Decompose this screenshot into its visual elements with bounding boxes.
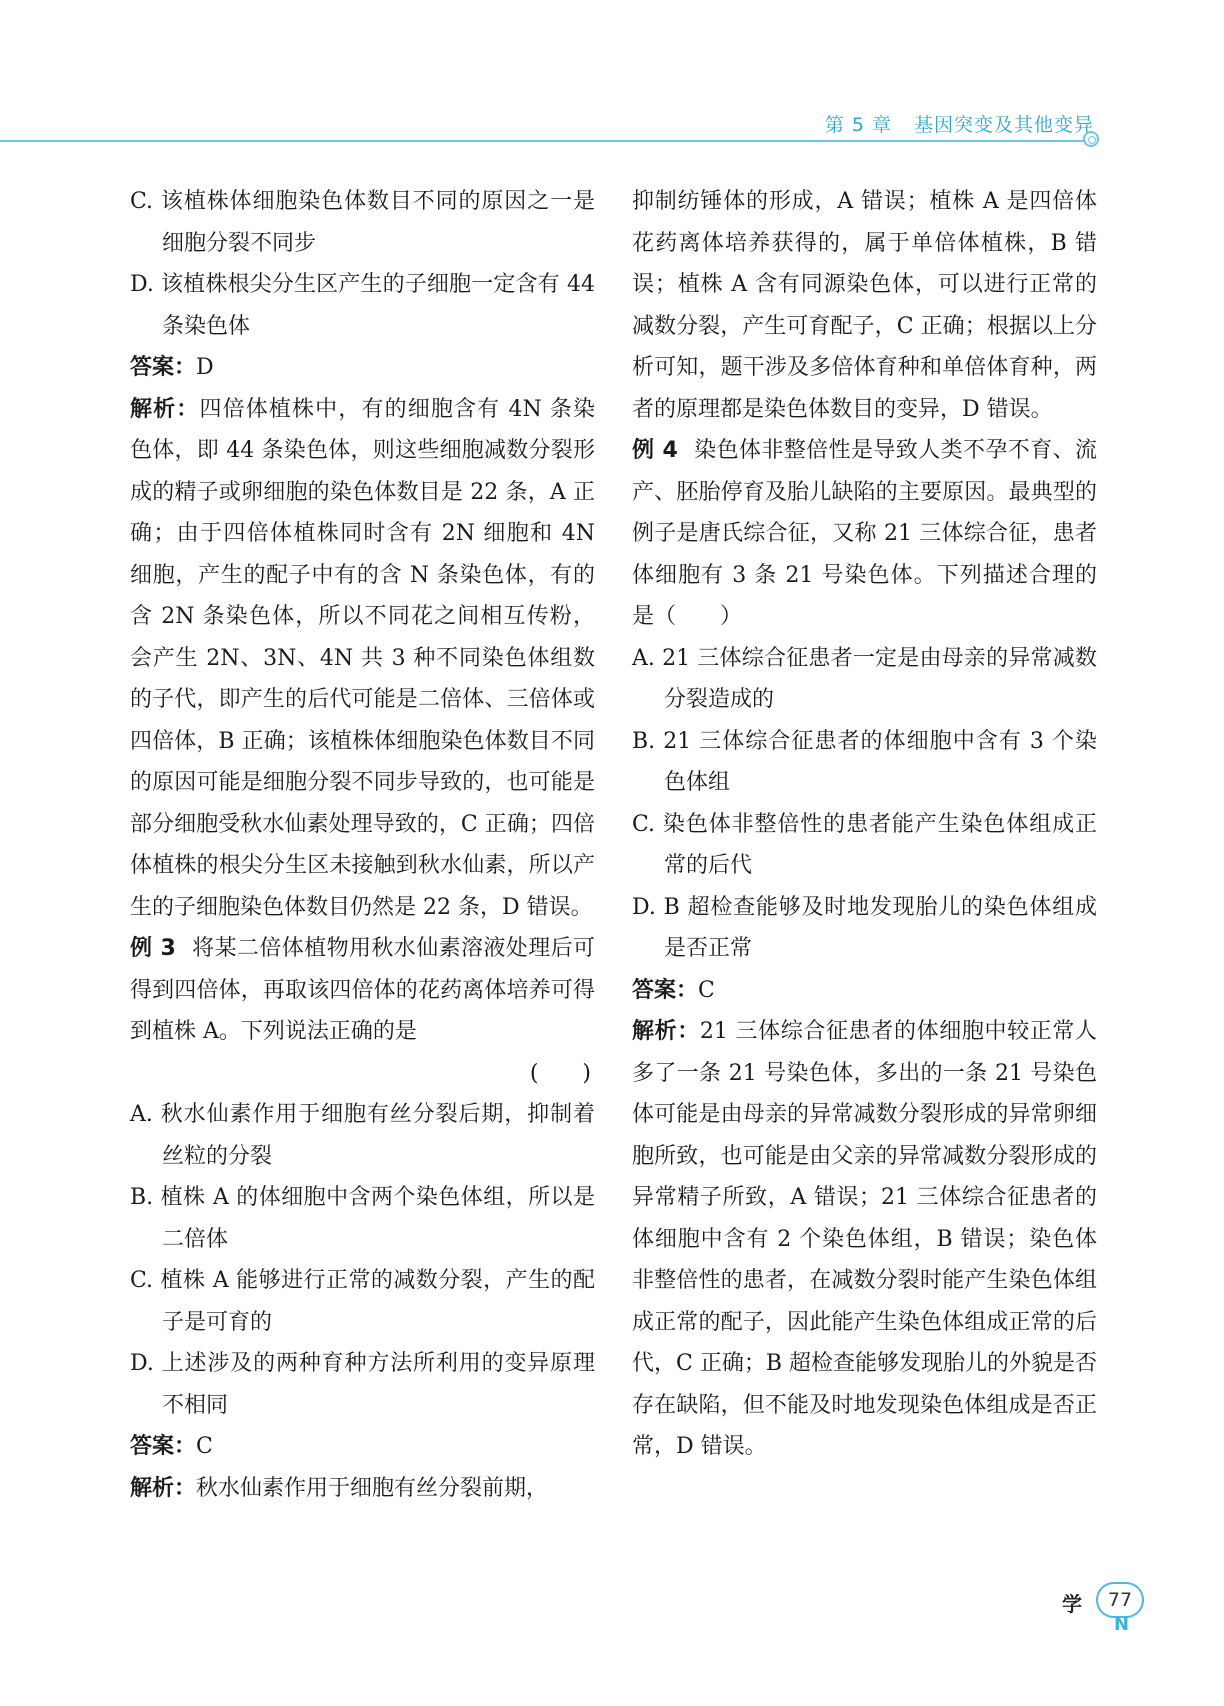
- option-item: C. 该植株体细胞染色体数目不同的原因之一是细胞分裂不同步: [130, 189, 595, 256]
- analysis-text: 21 三体综合征患者的体细胞中较正常人多了一条 21 号染色体，多出的一条 21 号染色体可能是由母亲的异常减数分裂形成的异常卵细胞所致，也可能是由父亲的异常减数分裂形成的异常精子所致，A 错误；21 三体综合征患者的体细胞中含有 2 个染色体组，B 错误；染色体非整倍性的患者，在减数分裂时能产生染色体组成正常的配子，因此能产生染色体组成正常的后代，C 正确；B 超检查能够发现胎儿的外貌是否存在缺陷，但不能及时地发现染色体组成是否正常，D 错误。: [632, 1019, 1097, 1459]
- answer-parentheses: ( ): [529, 1060, 591, 1086]
- page-header: [0, 0, 1224, 150]
- analysis-text: 四倍体植株中，有的细胞含有 4N 条染色体，即 44 条染色体，则这些细胞减数分裂形成的精子或卵细胞的染色体数目是 22 条，A 正确；由于四倍体植株同时含有 2N 细胞和 4N 细胞，产生的配子中有的含 N 条染色体，有的含 2N 条染色体，所以不同花之间相互传粉，会产生 2N、3N、4N 共 3 种不同染色体组数的子代，即产生的后代可能是二倍体、三倍体或四倍体，B 正确；该植株体细胞染色体数目不同的原因可能是细胞分裂不同步导致的，也可能是部分细胞受秋水仙素处理导致的，C 正确；四倍体植株的根尖分生区未接触到秋水仙素，所以产生的子细胞染色体数目仍然是 22 条，D 错误。: [130, 396, 595, 920]
- page-number: 77: [1096, 1582, 1144, 1618]
- answer-label: 答案：: [632, 977, 699, 1003]
- answer-text: C: [698, 977, 715, 1003]
- question-text: 将某二倍体植物用秋水仙素溶液处理后可得到四倍体，再取该四倍体的花药离体培养可得到植株 A。下列说法正确的是: [130, 936, 595, 1044]
- option-item: C. 植株 A 能够进行正常的减数分裂，产生的配子是可育的: [130, 1268, 595, 1335]
- answer-line: [130, 347, 595, 389]
- text-paragraph: 抑制纺锤体的形成，A 错误；植株 A 是四倍体花药离体培养获得的，属于单倍体植株，B 错误；植株 A 含有同源染色体，可以进行正常的减数分裂，产生可育配子，C 正确；根据以上分析可知，题干涉及多倍体育种和单倍体育种，两者的原理都是染色体数目的变异，D 错误。: [632, 189, 1097, 422]
- analysis-text: 秋水仙素作用于细胞有丝分裂前期，: [196, 1475, 549, 1501]
- option-item: A. 秋水仙素作用于细胞有丝分裂后期，抑制着丝粒的分裂: [130, 1102, 595, 1169]
- answer-text: C: [196, 1434, 213, 1459]
- analysis-paragraph: [130, 389, 595, 929]
- answer-line: [130, 1426, 595, 1468]
- analysis-paragraph: [632, 1011, 1097, 1468]
- chapter-number: 第 5 章: [824, 114, 892, 136]
- answer-text: D: [196, 355, 214, 380]
- left-column: [130, 181, 595, 1509]
- option-item: D. 该植株根尖分生区产生的子细胞一定含有 44 条染色体: [130, 272, 595, 339]
- question-number: 例 3: [130, 936, 176, 961]
- right-column: [632, 181, 1097, 1468]
- answer-label: 答案：: [130, 1434, 197, 1459]
- option-item: A. 21 三体综合征患者一定是由母亲的异常减数分裂造成的: [632, 645, 1097, 712]
- option-item: C. 染色体非整倍性的患者能产生染色体组成正常的后代: [632, 811, 1097, 878]
- answer-label: 答案：: [130, 355, 197, 380]
- option-item: D. B 超检查能够及时地发现胎儿的染色体组成是否正常: [632, 894, 1097, 961]
- analysis-paragraph: [130, 1468, 595, 1510]
- analysis-label: 解析：: [130, 1475, 197, 1501]
- option-item: B. 21 三体综合征患者的体细胞中含有 3 个染色体组: [632, 728, 1097, 795]
- question-text: 染色体非整倍性是导致人类不孕不育、流产、胚胎停育及胎儿缺陷的主要原因。最典型的例子是唐氏综合征，又称 21 三体综合征，患者体细胞有 3 条 21 号染色体。下列描述合理的是（ ）: [632, 438, 1097, 629]
- analysis-label: 解析：: [130, 396, 200, 422]
- publisher-logo: N: [1114, 1614, 1130, 1635]
- analysis-label: 解析：: [632, 1019, 700, 1044]
- option-item: B. 植株 A 的体细胞中含两个染色体组，所以是二倍体: [130, 1185, 595, 1252]
- answer-line: [632, 970, 1097, 1012]
- option-item: D. 上述涉及的两种育种方法所利用的变异原理不相同: [130, 1351, 595, 1418]
- question-stem: [130, 928, 595, 1053]
- footer-label: 学: [1062, 1592, 1082, 1616]
- question-number: 例 4: [632, 438, 678, 463]
- chapter-header: [825, 110, 1094, 137]
- chapter-title: 基因突变及其他变异: [913, 114, 1094, 136]
- header-circle-ornament: [1083, 131, 1099, 147]
- header-divider: [0, 140, 1085, 142]
- question-stem: [632, 430, 1097, 638]
